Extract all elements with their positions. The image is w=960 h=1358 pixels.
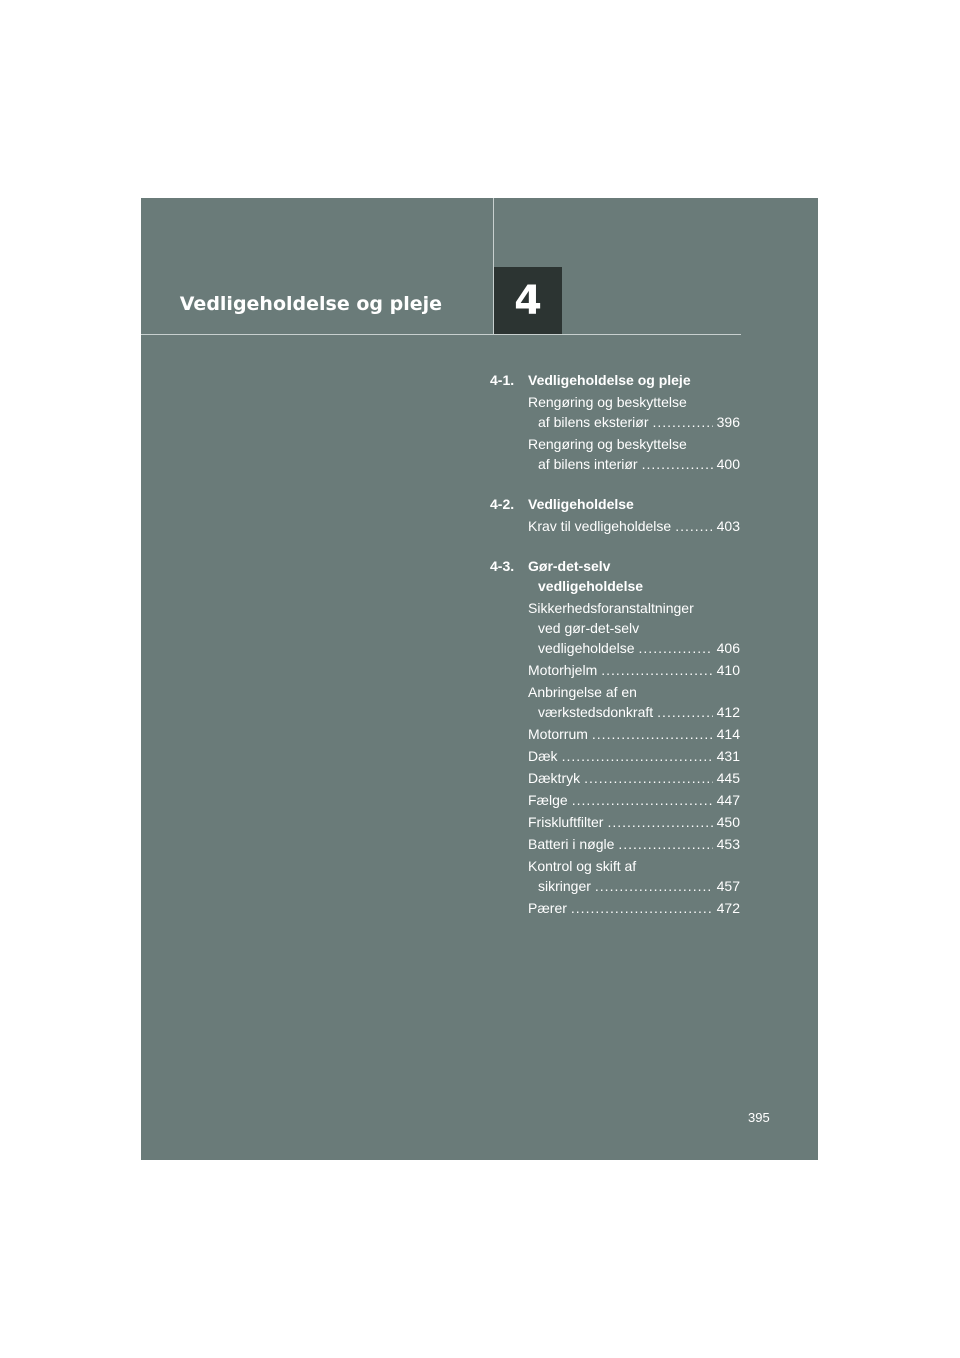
toc-entry[interactable] <box>528 516 740 536</box>
toc-entry[interactable] <box>528 856 740 896</box>
dot-leader <box>562 746 713 766</box>
section-heading[interactable] <box>490 556 740 596</box>
toc-entry[interactable] <box>528 746 740 766</box>
toc-entry[interactable] <box>528 682 740 722</box>
toc-entry[interactable] <box>528 434 740 474</box>
entry-text: Fælge <box>528 792 568 808</box>
table-of-contents <box>490 370 740 938</box>
section-title <box>528 556 740 596</box>
entry-text: Pærer <box>528 900 567 916</box>
toc-section-4-1 <box>490 370 740 474</box>
toc-entry[interactable] <box>528 660 740 680</box>
entry-page: 406 <box>716 640 740 656</box>
section-number: 4-1. <box>490 372 515 388</box>
section-title: Vedligeholdelse og pleje <box>528 372 691 388</box>
toc-entry[interactable] <box>528 790 740 810</box>
chapter-title: Vedligeholdelse og pleje <box>179 293 442 315</box>
toc-entry[interactable] <box>528 812 740 832</box>
toc-entry[interactable] <box>528 768 740 788</box>
dot-leader <box>675 516 712 536</box>
entry-text: Dæktryk <box>528 770 581 786</box>
entry-text: vedligeholdelse <box>538 640 635 656</box>
entry-page: 414 <box>716 726 740 742</box>
dot-leader <box>642 454 713 474</box>
entry-text: Batteri i nøgle <box>528 836 615 852</box>
toc-section-4-3 <box>490 556 740 918</box>
chapter-number: 4 <box>514 277 542 324</box>
dot-leader <box>657 702 712 722</box>
entry-text: Friskluftfilter <box>528 814 604 830</box>
entry-text: Rengøring og beskyttelse <box>528 436 687 452</box>
entry-page: 445 <box>716 770 740 786</box>
entry-page: 453 <box>716 836 740 852</box>
section-number: 4-2. <box>490 496 515 512</box>
dot-leader <box>572 790 713 810</box>
dot-leader <box>571 898 713 918</box>
dot-leader <box>592 724 713 744</box>
entry-text: værkstedsdonkraft <box>538 704 654 720</box>
toc-section-4-2 <box>490 494 740 536</box>
toc-entry[interactable] <box>528 598 740 658</box>
entry-text: Anbringelse af en <box>528 684 637 700</box>
dot-leader <box>607 812 712 832</box>
dot-leader <box>652 412 712 432</box>
dot-leader <box>639 638 713 658</box>
entry-text: Kontrol og skift af <box>528 858 637 874</box>
divider-horizontal <box>141 334 741 335</box>
entry-page: 450 <box>716 814 740 830</box>
entry-page: 410 <box>716 662 740 678</box>
chapter-panel <box>141 198 818 1160</box>
section-number: 4-3. <box>490 558 515 574</box>
toc-entry[interactable] <box>528 834 740 854</box>
entry-text: Rengøring og beskyttelse <box>528 394 687 410</box>
entry-text: Motorrum <box>528 726 588 742</box>
entry-text: af bilens eksteriør <box>538 414 649 430</box>
dot-leader <box>601 660 712 680</box>
section-heading[interactable] <box>490 494 740 514</box>
toc-entry[interactable] <box>528 898 740 918</box>
entry-text: Krav til vedligeholdelse <box>528 518 672 534</box>
chapter-number-box <box>494 267 562 334</box>
entry-page: 447 <box>716 792 740 808</box>
entry-page: 403 <box>716 518 740 534</box>
entry-text: sikringer <box>538 878 591 894</box>
entry-page: 396 <box>716 414 740 430</box>
entry-page: 412 <box>716 704 740 720</box>
section-title: Vedligeholdelse <box>528 496 634 512</box>
page-number: 395 <box>748 1110 770 1125</box>
entry-text: ved gør-det-selv <box>538 620 640 636</box>
toc-entry[interactable] <box>528 392 740 432</box>
dot-leader <box>618 834 712 854</box>
section-title-line: vedligeholdelse <box>538 578 644 594</box>
section-title-line: Gør-det-selv <box>528 558 611 574</box>
entry-page: 400 <box>716 456 740 472</box>
entry-page: 472 <box>716 900 740 916</box>
dot-leader <box>595 876 713 896</box>
entry-page: 431 <box>716 748 740 764</box>
entry-text: af bilens interiør <box>538 456 638 472</box>
entry-text: Sikkerhedsforanstaltninger <box>528 600 694 616</box>
dot-leader <box>584 768 713 788</box>
entry-text: Dæk <box>528 748 558 764</box>
entry-page: 457 <box>716 878 740 894</box>
toc-entry[interactable] <box>528 724 740 744</box>
section-heading[interactable] <box>490 370 740 390</box>
entry-text: Motorhjelm <box>528 662 598 678</box>
